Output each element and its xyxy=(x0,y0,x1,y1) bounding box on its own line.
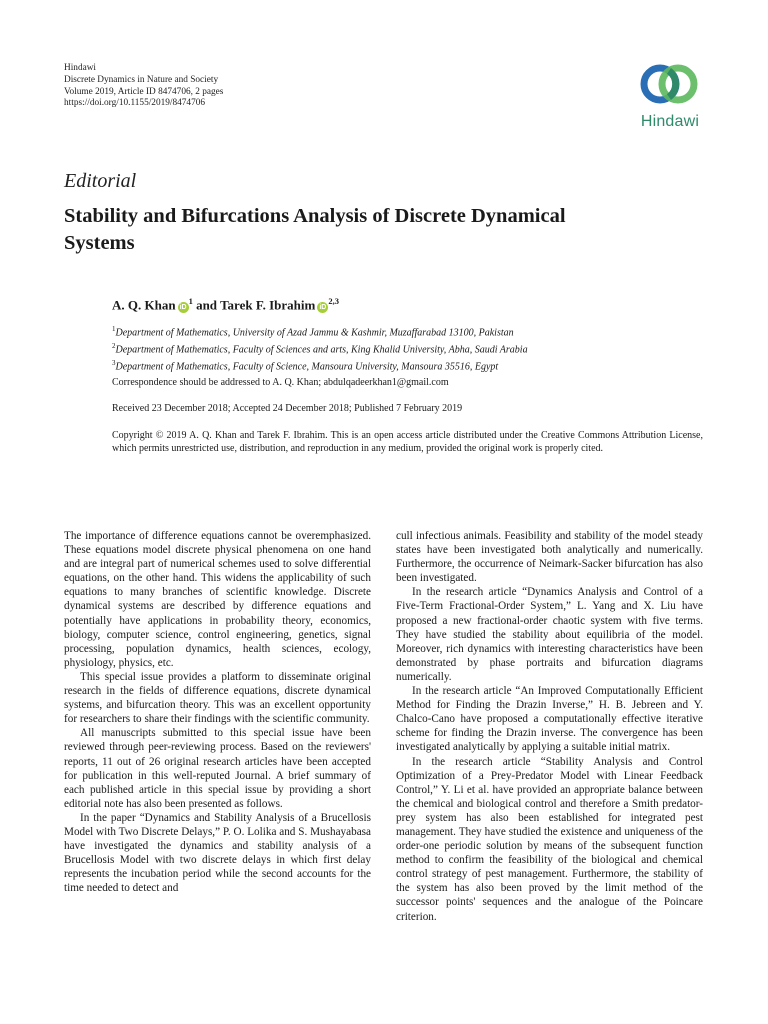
body-paragraph: In the research article “An Improved Computationally Efficient Method for Finding the Drazin Inverse,” H. B. Jebreen and Y. Chalco-Cano have proposed a computationally effective iterative scheme for finding the Drazin inverse. The convergence has been investigated analytically by applying a suitable initial matrix. xyxy=(396,685,703,754)
body-column-left xyxy=(64,529,371,895)
body-column-right xyxy=(396,529,703,924)
body-paragraph: In the research article “Dynamics Analysis and Control of a Five-Term Fractional-Order System,” L. Yang and X. Liu have proposed a new fractional-order chaotic system with five terms. They have studied the stability about equilibria of the model. Moreover, rich dynamics with interesting characteristics have been demonstrated by phase portraits and bifurcation diagrams numerically. xyxy=(396,586,703,683)
body-paragraph: cull infectious animals. Feasibility and stability of the model steady states have been investigated both analytically and numerically. Furthermore, the occurrence of Neimark-Sacker bifurcation has also been investigated. xyxy=(396,530,703,585)
affiliation-number: 3 xyxy=(112,358,116,367)
affiliation-text: Department of Mathematics, Faculty of Sciences and arts, King Khalid University, Abha, Saudi Arabia xyxy=(115,344,528,356)
author-affiliation-ref: 1 xyxy=(188,296,193,306)
correspondence: Correspondence should be addressed to A. Q. Khan; abdulqadeerkhan1@gmail.com xyxy=(112,377,449,388)
affiliation-text: Department of Mathematics, University of Azad Jammu & Kashmir, Muzaffarabad 13100, Pakistan xyxy=(115,327,514,339)
article-metadata xyxy=(64,63,223,110)
affiliation-number: 1 xyxy=(112,325,116,333)
author-affiliation-ref: 2,3 xyxy=(328,296,339,306)
hindawi-logo-text: Hindawi xyxy=(640,113,700,130)
hindawi-logo-icon xyxy=(638,60,700,112)
author-connector: and xyxy=(192,297,221,313)
body-paragraph: All manuscripts submitted to this special issue have been reviewed through peer-reviewing process. Based on the reviewers' reports, 11 out of 26 original research articles have been accepted for publication in this well-reputed Journal. A brief summary of each published article in this special issue by providing a short editorial note has also been presented as follows. xyxy=(64,727,371,810)
section-label: Editorial xyxy=(64,170,137,192)
affiliation xyxy=(112,323,528,340)
affiliation xyxy=(112,357,528,374)
author-list xyxy=(112,296,339,313)
publisher-name: Hindawi xyxy=(64,63,97,73)
hindawi-logo xyxy=(630,60,708,138)
affiliations xyxy=(112,323,528,373)
volume-info: Volume 2019, Article ID 8474706, 2 pages xyxy=(64,86,224,97)
affiliation-number: 2 xyxy=(112,341,116,350)
body-paragraph: In the paper “Dynamics and Stability Analysis of a Brucellosis Model with Two Discrete Delays,” P. O. Lolika and S. Mushayabasa have investigated the dynamics and stability analysis of a Brucellosis Model with two discrete delays in which first delay represents the incubation period while the second accounts for the time needed to detect and xyxy=(64,811,371,895)
doi-link[interactable]: https://doi.org/10.1155/2019/8474706 xyxy=(64,98,206,109)
journal-name: Discrete Dynamics in Nature and Society xyxy=(64,74,219,85)
copyright-notice: Copyright © 2019 A. Q. Khan and Tarek F. Ibrahim. This is an open access article distributed under the Creative Commons Attribution License, which permits unrestricted use, distribution, and reproduction in any medium, provided the original work is properly cited. xyxy=(112,430,703,455)
author-name[interactable]: A. Q. Khan xyxy=(112,297,176,313)
orcid-icon[interactable]: iD xyxy=(179,304,187,312)
body-paragraph: The importance of difference equations cannot be overemphasized. These equations model discrete physical phenomena on one hand and are integral part of numerical schemes used to solve differential equations, on the other hand. This widens the applicability of such equations to many branches of scientific knowledge. Discrete dynamical systems are described by difference equations and potentially have applications in probability theory, economics, biology, computer science, control engineering, genetics, signal processing, population dynamics, health sciences, ecology, physiology, physics, etc. xyxy=(64,530,371,669)
body-paragraph: In the research article “Stability Analysis and Control Optimization of a Prey-Predator Model with Linear Feedback Control,” Y. Li et al. have provided an appropriate balance between the chemical and biological control and therefore a Smith predator-prey system has also been established for integrated pest management. They have studied the existence and uniqueness of the order-one periodic solution by means of the subsequent function method to confirm the feasibility of the biological and chemical control strategy of pest management. Furthermore, the stability of the system has also been proved by the limit method of the successor points' sequences and the analogue of the Poincare criterion. xyxy=(396,755,703,923)
article-title: Stability and Bifurcations Analysis of Discrete Dynamical Systems xyxy=(64,205,566,254)
affiliation-text: Department of Mathematics, Faculty of Science, Mansoura University, Mansoura 35516, Egypt xyxy=(115,360,499,372)
affiliation xyxy=(112,340,528,357)
author-name[interactable]: Tarek F. Ibrahim xyxy=(220,297,316,313)
body-paragraph: This special issue provides a platform to disseminate original research in the fields of difference equations, discrete dynamical systems, and bifurcation theory. This was an excellent opportunity for researchers to share their findings with the scientific community. xyxy=(64,670,371,726)
orcid-icon[interactable]: iD xyxy=(319,304,327,312)
publication-dates: Received 23 December 2018; Accepted 24 December 2018; Published 7 February 2019 xyxy=(112,403,463,414)
